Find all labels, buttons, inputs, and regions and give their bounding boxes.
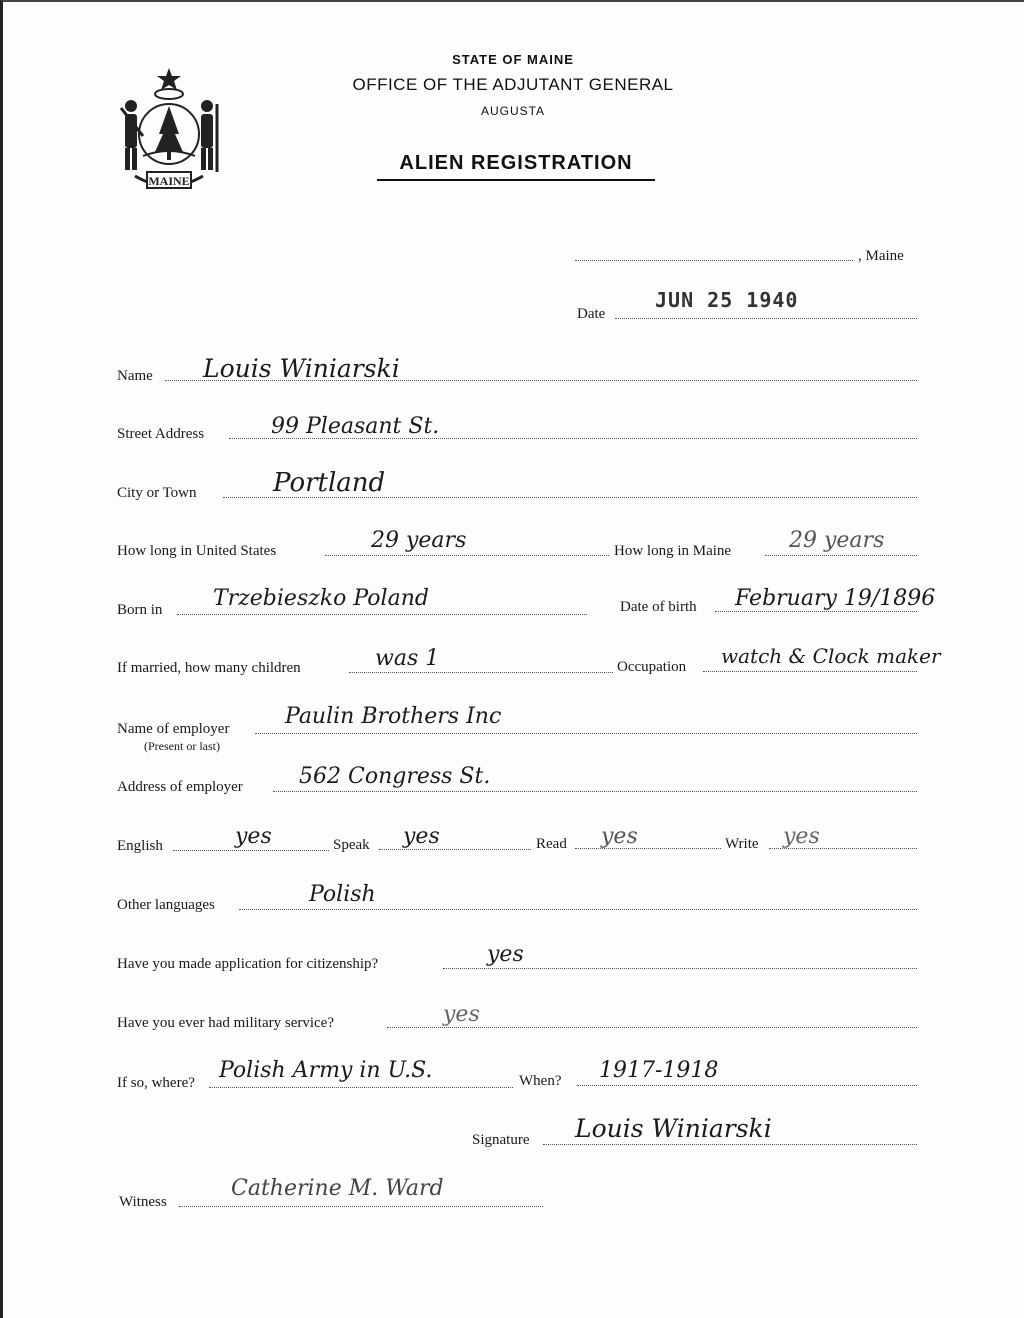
maine-duration-label: How long in Maine [614,543,732,559]
service-where-line [209,1087,513,1088]
speak-label: Speak [333,837,370,853]
dob-label: Date of birth [620,599,697,615]
city-label: City or Town [117,485,197,501]
service-where-value: Polish Army in U.S. [219,1058,433,1083]
read-label: Read [536,836,567,852]
military-label: Have you ever had military service? [117,1015,334,1031]
citizenship-value: yes [487,942,524,967]
service-when-line [577,1085,917,1086]
birthplace-label: Born in [117,602,163,618]
english-label: English [117,838,163,854]
employer-sublabel: (Present or last) [144,739,220,753]
employer-line [255,733,917,734]
occupation-label: Occupation [617,659,687,675]
occupation-line [703,671,917,672]
name-label: Name [117,368,153,384]
read-value: yes [601,824,638,849]
speak-value: yes [403,824,440,849]
other-languages-label: Other languages [117,897,215,913]
signature-value: Louis Winiarski [575,1114,772,1143]
other-languages-line [239,909,917,910]
military-value: yes [443,1002,480,1027]
header-city: AUGUSTA [480,104,546,118]
street-label: Street Address [117,426,205,442]
maine-duration-value: 29 years [789,528,885,553]
form-title: ALIEN REGISTRATION [377,152,655,181]
place-line [575,260,853,261]
us-duration-label: How long in United States [117,543,277,559]
citizenship-label: Have you made application for citizenship? [117,956,379,972]
service-when-label: When? [519,1073,562,1089]
birthplace-value: Trzebieszko Poland [213,586,429,611]
read-line [575,848,721,849]
employer-label: Name of employer [117,721,230,737]
street-value: 99 Pleasant St. [271,414,440,439]
date-stamp: JUN 25 1940 [655,288,799,312]
dob-line [715,611,917,612]
employer-address-line [273,791,917,792]
signature-line [543,1144,917,1145]
employer-value: Paulin Brothers Inc [285,704,502,729]
speak-line [379,849,531,850]
state-of-maine-seal-icon [113,64,225,196]
name-value: Louis Winiarski [203,354,400,383]
citizenship-line [443,968,917,969]
employer-address-value: 562 Congress St. [299,764,491,789]
birthplace-line [177,614,587,615]
other-languages-value: Polish [309,882,376,907]
english-value: yes [235,824,272,849]
dob-value: February 19/1896 [735,586,936,611]
children-line [349,672,613,673]
occupation-value: watch & Clock maker [721,644,941,668]
header-state: STATE OF MAINE [452,52,574,67]
service-where-label: If so, where? [117,1075,195,1091]
witness-line [179,1206,543,1207]
us-duration-value: 29 years [371,528,467,553]
maine-duration-line [765,555,917,556]
witness-label: Witness [119,1194,167,1210]
english-line [173,850,329,851]
military-line [387,1027,917,1028]
write-label: Write [725,836,759,852]
signature-label: Signature [472,1132,530,1148]
children-value: was 1 [375,646,440,671]
city-value: Portland [273,468,386,498]
employer-address-label: Address of employer [117,779,243,795]
service-when-value: 1917-1918 [599,1058,719,1083]
date-label: Date [577,306,606,322]
header-office: OFFICE OF THE ADJUTANT GENERAL [352,75,674,94]
seal-banner-text: MAINE [148,174,190,188]
witness-value: Catherine M. Ward [231,1176,444,1201]
date-line [615,318,917,319]
us-duration-line [325,555,609,556]
place-suffix: , Maine [858,248,904,264]
write-value: yes [783,824,820,849]
children-label: If married, how many children [117,660,301,676]
